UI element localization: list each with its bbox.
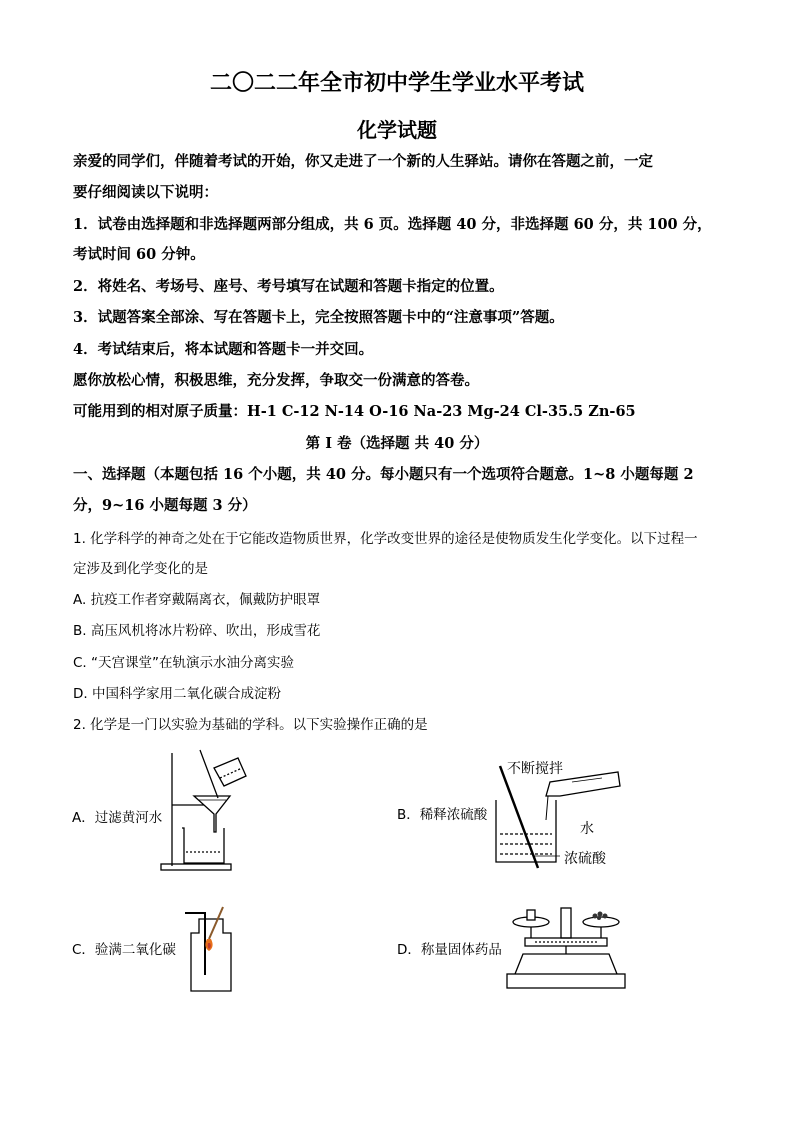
note-2: 2．将姓名、考场号、座号、考号填写在试题和答题卡指定的位置。 [73, 278, 504, 295]
part1-line-2: 分，9~16 小题每题 3 分） [73, 497, 257, 514]
q1-option-b: B. 高压风机将冰片粉碎、吹出，形成雪花 [73, 623, 321, 639]
atomic-mass-line: 可能用到的相对原子质量：H-1 C-12 N-14 O-16 Na-23 Mg-24 Cl-35.5 Zn-65 [73, 403, 636, 420]
note-1b: 考试时间 60 分钟。 [73, 246, 205, 263]
intro-line-2: 要仔细阅读以下说明： [73, 184, 218, 201]
q2-b-stir-label: 不断搅拌 [507, 761, 563, 777]
intro-line-1: 亲爱的同学们，伴随着考试的开始，你又走进了一个新的人生驿站。请你在答题之前，一定 [73, 153, 653, 170]
q1-stem-1: 1. 化学科学的神奇之处在于它能改造物质世界，化学改变世界的途径是使物质发生化学变化。以下过程一 [73, 531, 698, 547]
q1-option-a: A. 抗疫工作者穿戴隔离衣，佩戴防护眼罩 [73, 592, 321, 608]
q1-option-c: C. “天宫课堂”在轨演示水油分离实验 [73, 655, 294, 671]
q2-option-b-label: B．稀释浓硫酸 [397, 807, 488, 823]
dilution-diagram [490, 762, 630, 874]
q2-b-water-label: 水 [580, 821, 594, 837]
q2-option-c-label: C．验满二氧化碳 [72, 942, 176, 958]
part1-line-1: 一、选择题（本题包括 16 个小题，共 40 分。每小题只有一个选项符合题意。1~8 小题每题 2 [73, 466, 694, 483]
q2-stem: 2. 化学是一门以实验为基础的学科。以下实验操作正确的是 [73, 717, 428, 733]
note-3: 3．试题答案全部涂、写在答题卡上，完全按照答题卡中的“注意事项”答题。 [73, 309, 564, 326]
note-4: 4．考试结束后，将本试题和答题卡一并交回。 [73, 341, 374, 358]
q2-option-d-label: D．称量固体药品 [397, 942, 502, 958]
q1-option-d: D. 中国科学家用二氧化碳合成淀粉 [73, 686, 281, 702]
note-1a: 1．试卷由选择题和非选择题两部分组成，共 6 页。选择题 40 分，非选择题 60 分，共 100 分， [73, 216, 712, 233]
page-subtitle: 化学试题 [357, 118, 437, 142]
section-title: 第 I 卷（选择题 共 40 分） [305, 435, 489, 452]
q2-option-a-label: A．过滤黄河水 [72, 810, 163, 826]
wish-line: 愿你放松心情，积极思维，充分发挥，争取交一份满意的答卷。 [73, 372, 479, 389]
page-title: 二〇二二年全市初中学生学业水平考试 [209, 70, 584, 96]
filtration-diagram [158, 748, 253, 873]
balance-diagram [505, 902, 627, 992]
co2-check-diagram [185, 905, 237, 995]
q2-b-acid-label: 浓硫酸 [564, 851, 606, 867]
q1-stem-2: 定涉及到化学变化的是 [73, 561, 208, 577]
